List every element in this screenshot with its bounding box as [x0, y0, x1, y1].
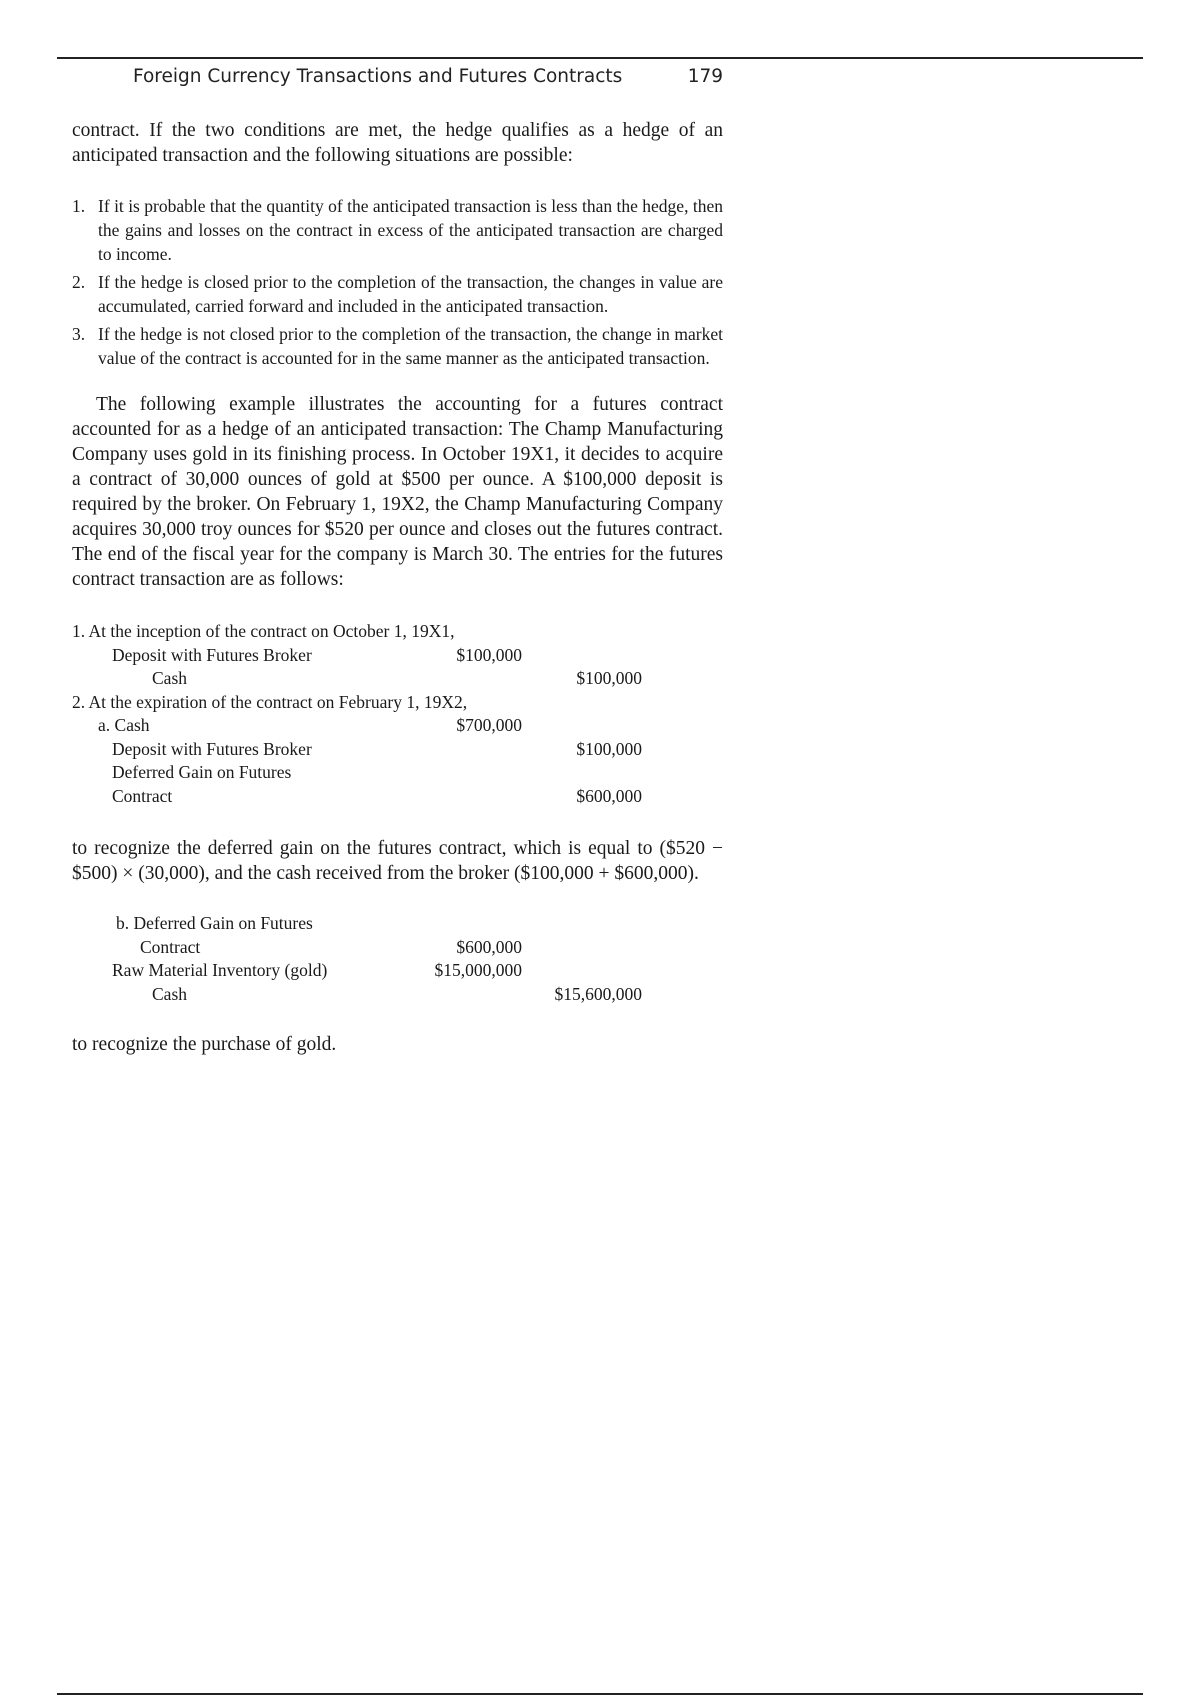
- explanation-paragraph: to recognize the deferred gain on the futures contract, which is equal to ($520 − $500) × (30,000), and the cash received from the broker ($100,000 + $600,000).: [72, 838, 723, 884]
- entry-heading-text: 1. At the inception of the contract on October 1, 19X1,: [72, 621, 455, 641]
- account-name: Cash: [152, 668, 187, 688]
- account-name: Raw Material Inventory (gold): [112, 960, 328, 980]
- account-name: Contract: [112, 785, 173, 806]
- journal-line: [72, 644, 723, 668]
- account-name: a. Cash: [98, 715, 150, 735]
- list-number: 1.: [72, 196, 86, 216]
- list-text: If the hedge is not closed prior to the completion of the transaction, the change in market value of the contract is accounted for in the same manner as the anticipated transaction.: [98, 324, 723, 368]
- example-paragraph: The following example illustrates the accounting for a futures contract accounted for as a hedge of an anticipated transaction: The Champ Manufacturing Company uses gold in its finishing process. In October 19X1, it decides to acquire a contract of 30,000 ounces of gold at $500 per ounce. A $100,000 deposit is required by the broker. On February 1, 19X2, the Champ Manufacturing Company acquires 30,000 troy ounces for $520 per ounce and closes out the futures contract. The end of the fiscal year for the company is March 30. The entries for the futures contract transaction are as follows:: [72, 394, 723, 590]
- entry-heading: [72, 620, 723, 644]
- credit-amount: $15,600,000: [554, 983, 642, 1004]
- page-number: 179: [687, 66, 723, 87]
- closing-paragraph: to recognize the purchase of gold.: [72, 1034, 337, 1055]
- account-name: Cash: [152, 983, 187, 1004]
- journal-line: [72, 667, 723, 691]
- entry-heading-text: 2. At the expiration of the contract on February 1, 19X2,: [72, 691, 468, 712]
- running-header: [133, 66, 723, 87]
- intro-paragraph: contract. If the two conditions are met, the hedge qualifies as a hedge of an anticipated transaction and the following situations are possible:: [72, 120, 723, 166]
- list-text: If it is probable that the quantity of the anticipated transaction is less than the hedge, then the gains and losses on the contract in excess of the anticipated transaction are charged to income.: [98, 196, 723, 264]
- header-title: Foreign Currency Transactions and Futures Contracts: [133, 66, 623, 87]
- page-body: [72, 118, 723, 1057]
- bottom-rule: [57, 1693, 1143, 1695]
- journal-line: [72, 959, 723, 983]
- account-name: Deposit with Futures Broker: [112, 644, 312, 665]
- entry-heading: [72, 691, 723, 715]
- account-name: Deferred Gain on Futures: [112, 762, 292, 782]
- list-item: [72, 322, 723, 370]
- list-text: If the hedge is closed prior to the completion of the transaction, the changes in value are accumulated, carried forward and included in the anticipated transaction.: [98, 272, 723, 316]
- journal-line: [72, 912, 723, 936]
- situations-list: [72, 194, 723, 370]
- debit-amount: $600,000: [456, 936, 522, 957]
- account-name: b. Deferred Gain on Futures: [116, 913, 313, 933]
- list-item: [72, 270, 723, 318]
- debit-amount: $15,000,000: [434, 960, 522, 980]
- debit-amount: $100,000: [456, 644, 522, 665]
- journal-line: [72, 714, 723, 738]
- credit-amount: $600,000: [576, 785, 642, 806]
- journal-line: [72, 983, 723, 1007]
- credit-amount: $100,000: [576, 668, 642, 688]
- debit-amount: $700,000: [456, 715, 522, 735]
- credit-amount: $100,000: [576, 738, 642, 759]
- list-number: 3.: [72, 324, 86, 344]
- journal-line: [72, 761, 723, 785]
- top-rule: [57, 57, 1143, 59]
- journal-entries: [72, 912, 723, 1006]
- journal-line: [72, 785, 723, 809]
- list-item: [72, 194, 723, 266]
- account-name: Deposit with Futures Broker: [112, 738, 312, 759]
- journal-line: [72, 738, 723, 762]
- journal-line: [72, 936, 723, 960]
- journal-entries: [72, 620, 723, 808]
- account-name: Contract: [140, 936, 201, 957]
- list-number: 2.: [72, 272, 86, 292]
